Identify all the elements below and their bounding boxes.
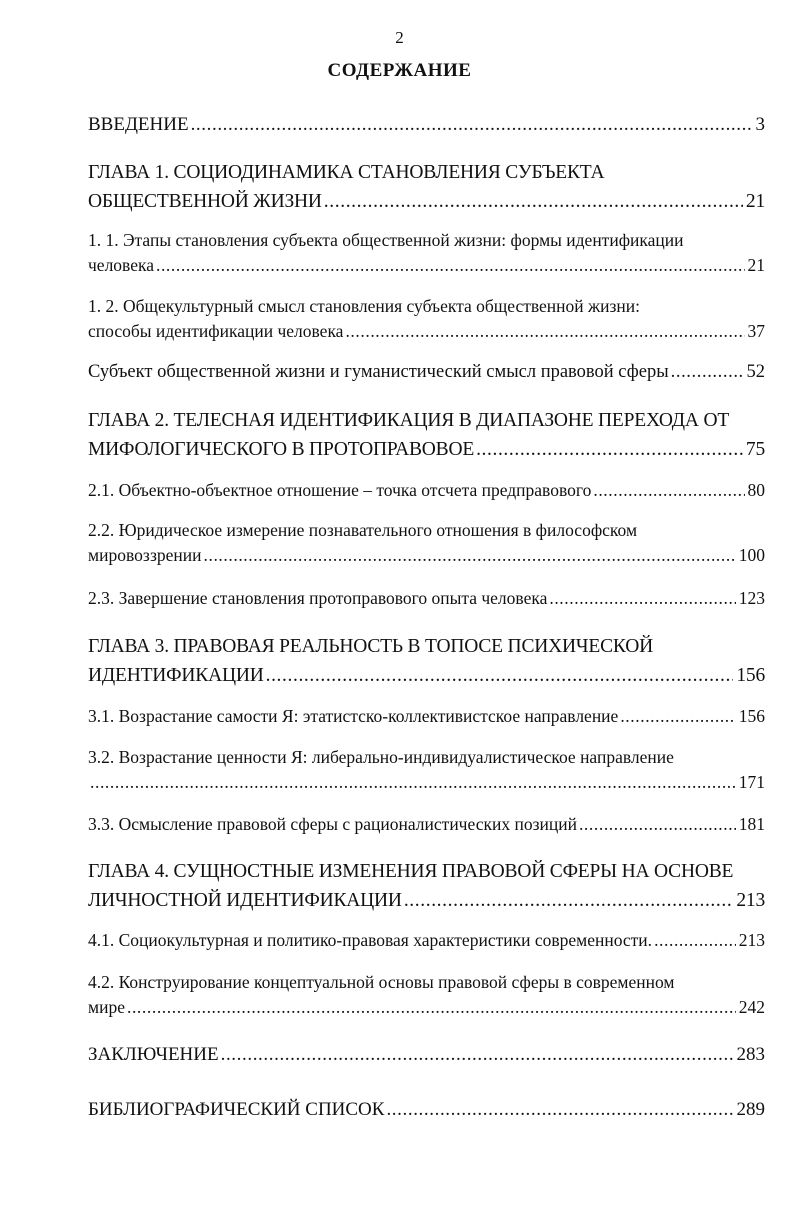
toc-entry-title: ВВЕДЕНИЕ	[88, 114, 189, 135]
document-title: СОДЕРЖАНИЕ	[327, 60, 472, 81]
dot-leader	[191, 110, 753, 139]
toc-page-number: 213	[738, 930, 765, 950]
toc-entry-title-line: мировоззрении	[88, 545, 202, 565]
toc-entry-title-line: способы идентификации человека	[88, 321, 344, 341]
toc-page-number: 100	[738, 545, 765, 565]
dot-leader	[345, 319, 744, 344]
toc-page-number: 171	[738, 772, 765, 792]
toc-entry-title-line: 4.2. Конструирование концептуальной основы правовой сферы в современном	[88, 972, 675, 992]
toc-entry-title: 2.1. Объектно-объектное отношение – точка отсчета предправового	[88, 480, 592, 500]
toc-entry-section-3-2	[88, 745, 765, 795]
toc-entry-title-line: 1. 2. Общекультурный смысл становления субъекта общественной жизни:	[88, 296, 640, 316]
toc-entry-title: Субъект общественной жизни и гуманистический смысл правовой сферы	[88, 362, 669, 382]
toc-entry-section-2-3	[88, 586, 765, 611]
toc-page-number: 3	[755, 114, 765, 135]
toc-entry-section-1-2	[88, 294, 765, 344]
toc-entry-title-line: МИФОЛОГИЧЕСКОГО В ПРОТОПРАВОВОЕ	[88, 439, 475, 460]
toc-entry-title-line: ГЛАВА 4. СУЩНОСТНЫЕ ИЗМЕНЕНИЯ ПРАВОВОЙ СФЕРЫ НА ОСНОВЕ	[88, 861, 734, 882]
dot-leader	[156, 253, 745, 278]
toc-page-number: 21	[745, 191, 765, 212]
toc-entry-title-line: ЛИЧНОСТНОЙ ИДЕНТИФИКАЦИИ	[88, 890, 402, 911]
toc-entry-chapter-3	[88, 632, 765, 690]
toc-entry-section-4-2	[88, 970, 765, 1020]
toc-entry-bibliography	[88, 1095, 765, 1124]
toc-entry-section-3-3	[88, 812, 765, 837]
page-number: 2	[395, 28, 404, 47]
toc-page-number: 75	[745, 439, 765, 460]
toc-entry-conclusion	[88, 1040, 765, 1069]
dot-leader	[90, 770, 736, 795]
toc-page-number: 123	[738, 588, 765, 608]
toc-page-number: 52	[746, 362, 765, 382]
dot-leader	[549, 586, 735, 611]
dot-leader	[579, 812, 736, 837]
dot-leader	[404, 886, 734, 915]
dot-leader	[671, 360, 744, 385]
toc-entry-title: 2.3. Завершение становления протоправового опыта человека	[88, 588, 548, 608]
toc-entry-chapter-2	[88, 406, 765, 464]
toc-entry-title-line: ОБЩЕСТВЕННОЙ ЖИЗНИ	[88, 191, 322, 212]
toc-page-number: 156	[736, 665, 765, 686]
toc-page-number: 289	[736, 1099, 765, 1120]
toc-page-number: 213	[736, 890, 765, 911]
toc-entry-title: ЗАКЛЮЧЕНИЕ	[88, 1044, 219, 1065]
toc-entry-title-line: ГЛАВА 1. СОЦИОДИНАМИКА СТАНОВЛЕНИЯ СУБЪЕКТА	[88, 162, 605, 183]
toc-entry-title: БИБЛИОГРАФИЧЕСКИЙ СПИСОК	[88, 1099, 385, 1120]
toc-page-number: 242	[738, 997, 765, 1017]
toc-entry-title-line: мире	[88, 997, 125, 1017]
dot-leader	[221, 1040, 734, 1069]
toc-entry-section-1-3	[88, 360, 765, 385]
dot-leader	[127, 995, 736, 1020]
dot-leader	[204, 543, 736, 568]
toc-page-number: 181	[738, 814, 765, 834]
toc-entry-section-1-1	[88, 228, 765, 278]
toc-entry-title: 4.1. Социокультурная и политико-правовая характеристики современности.	[88, 930, 653, 950]
toc-entry-title-line: 1. 1. Этапы становления субъекта общественной жизни: формы идентификации	[88, 230, 684, 250]
dot-leader	[620, 704, 735, 729]
toc-page-number: 80	[747, 480, 765, 500]
toc-entry-title: 3.1. Возрастание самости Я: этатистско-коллективистское направление	[88, 706, 619, 726]
toc-page-number: 37	[747, 321, 765, 341]
dot-leader	[654, 928, 736, 953]
dot-leader	[324, 187, 743, 216]
toc-entry-section-4-1	[88, 928, 765, 953]
dot-leader	[386, 1095, 733, 1124]
toc-entry-section-2-1	[88, 478, 765, 503]
toc-entry-chapter-4	[88, 857, 765, 915]
dot-leader	[476, 435, 743, 464]
dot-leader	[266, 661, 734, 690]
toc-entry-title-line: ИДЕНТИФИКАЦИИ	[88, 665, 264, 686]
dot-leader	[593, 478, 744, 503]
toc-entry-title-line: ГЛАВА 2. ТЕЛЕСНАЯ ИДЕНТИФИКАЦИЯ В ДИАПАЗОНЕ ПЕРЕХОДА ОТ	[88, 410, 730, 431]
toc-entry-title: 3.3. Осмысление правовой сферы с рационалистических позиций	[88, 814, 577, 834]
toc-page-number: 21	[747, 255, 765, 275]
toc-entry-section-3-1	[88, 704, 765, 729]
toc-entry-section-2-2	[88, 518, 765, 568]
toc-page-number: 283	[736, 1044, 765, 1065]
toc-entry-title-line: 3.2. Возрастание ценности Я: либерально-индивидуалистическое направление	[88, 747, 674, 767]
toc-entry-title-line: ГЛАВА 3. ПРАВОВАЯ РЕАЛЬНОСТЬ В ТОПОСЕ ПСИХИЧЕСКОЙ	[88, 636, 653, 657]
toc-entry-title-line: 2.2. Юридическое измерение познавательного отношения в философском	[88, 520, 638, 540]
toc-page-number: 156	[738, 706, 765, 726]
toc-entry-introduction	[88, 110, 765, 139]
toc-entry-title-line: человека	[88, 255, 154, 275]
toc-entry-chapter-1	[88, 158, 765, 216]
